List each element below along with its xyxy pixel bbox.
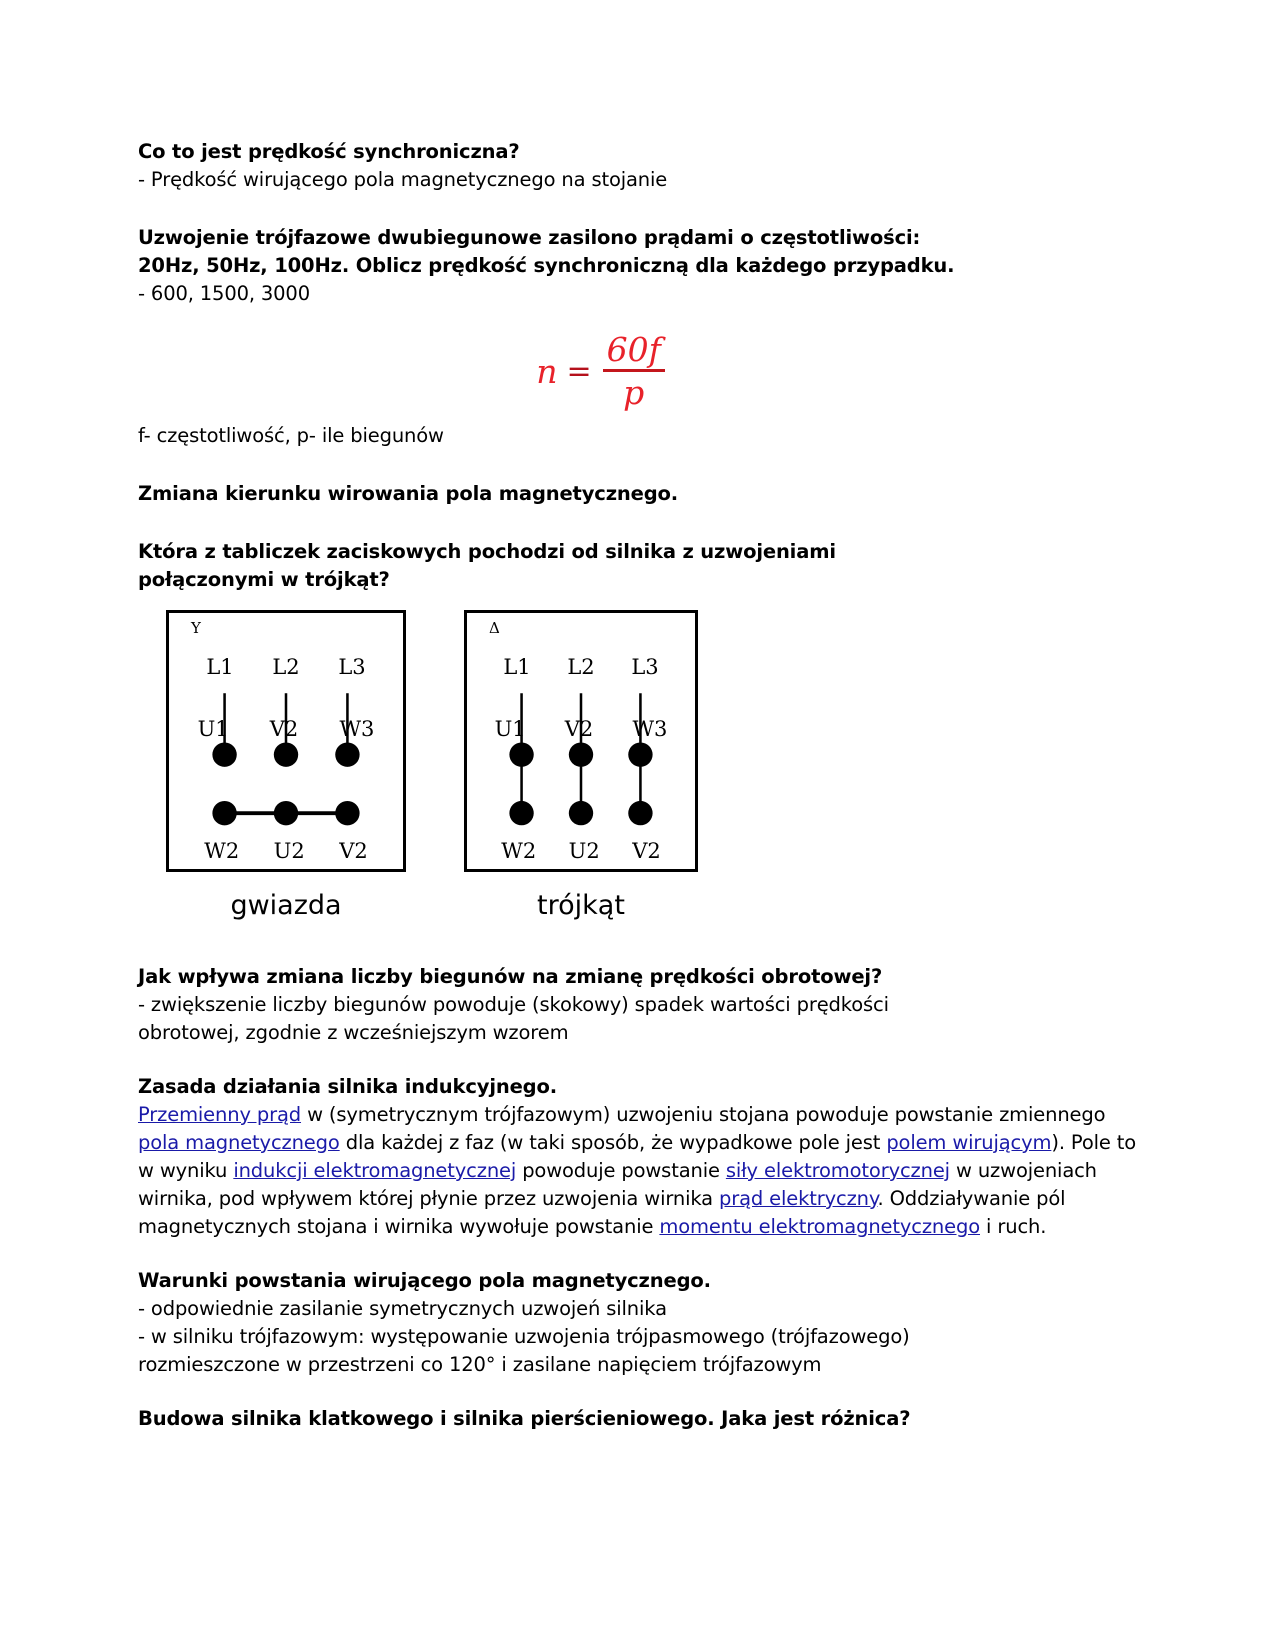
- star-wiring-svg: [169, 613, 403, 869]
- text-seg-4: dla każdej z faz (w taki sposób, że wypadkowe pole jest: [339, 1131, 887, 1154]
- text-seg-2: w (symetrycznym trójfazowym) uzwojeniu stojana powoduje powstanie zmiennego: [301, 1103, 1106, 1126]
- heading-squirrel-cage-vs-slip-ring: Budowa silnika klatkowego i silnika pierścieniowego. Jaka jest różnica?: [138, 1407, 911, 1430]
- link-prad-elektryczny[interactable]: prąd elektryczny: [719, 1187, 878, 1210]
- spacer: [138, 508, 1145, 538]
- delta-terminal-u1: U1: [494, 717, 526, 741]
- delta-line-label-l1: L1: [503, 655, 531, 679]
- link-sily-elektromotorycznej[interactable]: siły elektromotorycznej: [725, 1159, 950, 1182]
- answer-synchronous-speed: - Prędkość wirującego pola magnetycznego na stojanie: [138, 168, 668, 191]
- text-seg-12: . Oddziaływanie pól magnetycznych stojana i wirnika wywołuje powstanie: [138, 1187, 1066, 1238]
- question-synchronous-speed: Co to jest prędkość synchroniczna?: [138, 140, 520, 163]
- star-terminal-u2: U2: [273, 839, 305, 863]
- diagram-star: [166, 610, 406, 921]
- question-winding-line2: 20Hz, 50Hz, 100Hz. Oblicz prędkość synchroniczną dla każdego przypadku.: [138, 254, 955, 277]
- delta-terminal-u2: U2: [568, 839, 600, 863]
- star-top-terminal-labels: [169, 717, 403, 741]
- formula-numerator: 60f: [606, 330, 661, 369]
- spacer: [138, 921, 1145, 963]
- caption-delta: trójkąt: [537, 890, 625, 921]
- spacer: [138, 194, 1145, 224]
- star-line-label-l2: L2: [272, 655, 300, 679]
- answer-pole-count-line2: obrotowej, zgodnie z wcześniejszym wzorem: [138, 1021, 569, 1044]
- star-terminal-u1: U1: [197, 717, 229, 741]
- heading-rotation-direction-change: Zmiana kierunku wirowania pola magnetycznego.: [138, 482, 679, 505]
- delta-bottom-terminal-labels: [467, 839, 695, 863]
- question-terminal-plates-line2: połączonymi w trójkąt?: [138, 568, 390, 591]
- terminal-box-star: [166, 610, 406, 872]
- delta-line-label-l2: L2: [567, 655, 595, 679]
- question-pole-count-effect: Jak wpływa zmiana liczby biegunów na zmianę prędkości obrotowej?: [138, 965, 883, 988]
- link-momentu-elektromagnetycznego[interactable]: momentu elektromagnetycznego: [659, 1215, 980, 1238]
- bullet-symmetric-supply: - odpowiednie zasilanie symetrycznych uzwojeń silnika: [138, 1297, 667, 1320]
- spacer: [138, 450, 1145, 480]
- text-seg-8: powoduje powstanie: [516, 1159, 726, 1182]
- delta-top-terminal-labels: [467, 717, 695, 741]
- diagram-delta: [464, 610, 698, 921]
- text-seg-6: ). Pole to w wyniku: [138, 1131, 1137, 1182]
- delta-symbol-icon: Δ: [489, 619, 500, 637]
- answer-winding: - 600, 1500, 3000: [138, 282, 310, 305]
- star-terminal-v2-bottom: V2: [339, 839, 368, 863]
- star-terminal-w2: W2: [204, 839, 240, 863]
- link-polem-wirujacym[interactable]: polem wirującym: [886, 1131, 1052, 1154]
- heading-induction-motor-principle: Zasada działania silnika indukcyjnego.: [138, 1075, 557, 1098]
- heading-rotating-field-conditions: Warunki powstania wirującego pola magnetycznego.: [138, 1269, 711, 1292]
- formula-lhs: n: [536, 351, 558, 391]
- bullet-three-phase-line1: - w silniku trójfazowym: występowanie uzwojenia trójpasmowego (trójfazowego): [138, 1325, 910, 1348]
- link-pola-magnetycznego[interactable]: pola magnetycznego: [138, 1131, 340, 1154]
- spacer: [138, 1241, 1145, 1267]
- star-line-label-l3: L3: [338, 655, 366, 679]
- bullet-three-phase-line2: rozmieszczone w przestrzeni co 120° i zasilane napięciem trójfazowym: [138, 1353, 822, 1376]
- star-line-label-l1: L1: [206, 655, 234, 679]
- delta-line-label-l3: L3: [631, 655, 659, 679]
- formula-block: [138, 326, 1145, 416]
- star-terminal-v2-top: V2: [269, 717, 299, 741]
- link-przemienny-prad[interactable]: Przemienny prąd: [138, 1103, 302, 1126]
- link-indukcji-elektromagnetycznej[interactable]: indukcji elektromagnetycznej: [233, 1159, 517, 1182]
- star-symbol-icon: Y: [191, 619, 201, 637]
- delta-wiring-svg: [467, 613, 695, 869]
- formula-equals-sign: =: [566, 353, 592, 389]
- question-terminal-plates-line1: Która z tabliczek zaciskowych pochodzi od silnika z uzwojeniami: [138, 540, 836, 563]
- question-winding-line1: Uzwojenie trójfazowe dwubiegunowe zasilono prądami o częstotliwości:: [138, 226, 921, 249]
- terminal-block-diagrams: [166, 610, 1145, 921]
- star-bottom-terminal-labels: [169, 839, 403, 863]
- delta-terminal-v2-bottom: V2: [632, 839, 661, 863]
- answer-pole-count-line1: - zwiększenie liczby biegunów powoduje (skokowy) spadek wartości prędkości: [138, 993, 889, 1016]
- star-terminal-w3: W3: [339, 717, 375, 741]
- spacer: [138, 1379, 1145, 1405]
- formula-denominator: p: [623, 373, 645, 412]
- formula-legend: f- częstotliwość, p- ile biegunów: [138, 424, 444, 447]
- terminal-box-delta: [464, 610, 698, 872]
- spacer: [138, 1047, 1145, 1073]
- text-seg-10: w uzwojeniach wirnika, pod wpływem której płynie przez uzwojenia wirnika: [138, 1159, 1097, 1210]
- text-seg-14: i ruch.: [980, 1215, 1047, 1238]
- paragraph-induction-motor-principle: [138, 1101, 1145, 1241]
- delta-terminal-w2: W2: [501, 839, 537, 863]
- delta-terminal-w3: W3: [632, 717, 668, 741]
- delta-terminal-v2-top: V2: [564, 717, 594, 741]
- caption-star: gwiazda: [230, 890, 342, 921]
- formula-fraction: [601, 330, 667, 412]
- formula-n-equals-60f-over-p: [536, 330, 667, 412]
